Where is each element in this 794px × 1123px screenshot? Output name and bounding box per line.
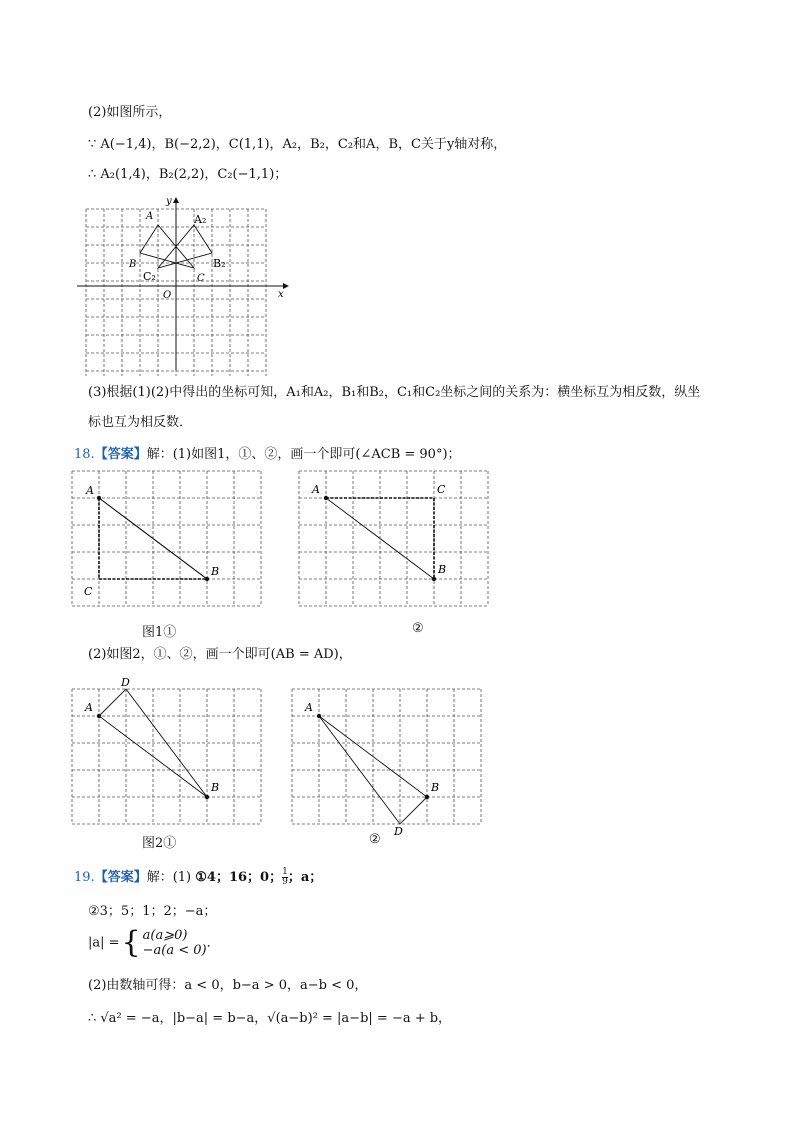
- fig2-panel-1: [72, 676, 262, 825]
- abs-value-cases: |a| ={ a(a⩾0) −a(a < 0) ．: [88, 925, 220, 960]
- q19-line2: ②3；5；1；2；−a；: [88, 904, 217, 919]
- case-1: a(a⩾0): [142, 928, 188, 943]
- fig1-caption-1: 图1①: [142, 625, 177, 640]
- fig2-caption-2: ②: [369, 832, 381, 847]
- case-end: ．: [206, 935, 220, 951]
- fig1-panel-2: [299, 471, 489, 607]
- fig2-1-label-a: A: [85, 701, 93, 714]
- fig2-1-label-b: B: [211, 781, 220, 794]
- fig1-1-label-b: B: [211, 565, 220, 578]
- fig1-caption-2: ②: [412, 621, 424, 636]
- q19-line1-c: ；a；: [287, 870, 323, 885]
- part3-line-2: 标也互为相反数．: [88, 415, 193, 430]
- label-b: B: [129, 259, 137, 270]
- fraction-numerator: 1: [282, 867, 288, 877]
- part3-line-1: (3)根据(1)(2)中得出的坐标可知，A₁和A₂，B₁和B₂，C₁和C₂坐标之间的关系为：横坐标互为相反数，纵坐: [88, 385, 701, 400]
- fig2-panel-2: [292, 689, 482, 838]
- fig1-2-label-b: B: [438, 563, 447, 576]
- x-axis-label: x: [278, 289, 284, 300]
- origin-label: O: [163, 290, 172, 301]
- label-c2: C₂: [143, 270, 156, 283]
- q18-answer-tag: 【答案】: [94, 447, 147, 462]
- fig1-2-label-a: A: [312, 483, 320, 496]
- case-2: −a(a < 0): [142, 943, 207, 958]
- fraction-denominator: 9: [282, 877, 288, 887]
- coordinate-grid-figure: [75, 195, 290, 370]
- q19-number: 19.: [74, 870, 95, 885]
- abs-lhs: |a| =: [88, 935, 120, 951]
- fig1-1-label-a: A: [86, 484, 94, 497]
- q18-part1-text: 解：(1)如图1，①、②，画一个即可(∠ACB = 90°)；: [146, 447, 461, 462]
- part2-line-2: ∵ A(−1,4)，B(−2,2)，C(1,1)，A₂，B₂，C₂和A，B，C关于y轴对称，: [88, 137, 507, 152]
- q19-line4: (2)由数轴可得：a < 0，b−a > 0，a−b < 0，: [88, 978, 368, 993]
- fig2-2-label-d: D: [394, 825, 403, 838]
- part2-line-1: (2)如图所示，: [88, 105, 172, 120]
- fig1-panel-1: [72, 471, 262, 607]
- fig1-1-label-c: C: [84, 585, 93, 598]
- label-a2: A₂: [194, 213, 207, 226]
- triangle-a2b2c2: [158, 225, 212, 268]
- q18-heading: [74, 446, 461, 464]
- q19-line1-a: 解：(1): [146, 870, 196, 885]
- label-b2: B₂: [213, 257, 226, 270]
- q18-part2-text: (2)如图2，①、②，画一个即可(AB = AD)，: [88, 647, 352, 662]
- q19-answer-tag: 【答案】: [94, 870, 147, 885]
- fig2-caption-1: 图2①: [142, 836, 177, 851]
- part2-line-3: ∴ A₂(1,4)，B₂(2,2)，C₂(−1,1)；: [88, 167, 288, 182]
- label-a: A: [146, 211, 154, 222]
- fig2-1-label-d: D: [121, 676, 130, 689]
- q18-number: 18.: [74, 447, 95, 462]
- triangle-abc: [140, 225, 194, 268]
- q19-line1-b: ①4；16；0；: [195, 870, 283, 885]
- label-c: C: [197, 273, 205, 284]
- q19-line5: ∴ √a² = −a，|b−a| = b−a，√(a−b)² = |a−b| = −a + b，: [88, 1011, 452, 1026]
- y-axis-label: y: [166, 196, 172, 207]
- q19-heading: [74, 868, 322, 887]
- fig1-2-label-c: C: [437, 483, 446, 496]
- fig2-2-label-b: B: [431, 781, 440, 794]
- fig2-2-label-a: A: [305, 701, 313, 714]
